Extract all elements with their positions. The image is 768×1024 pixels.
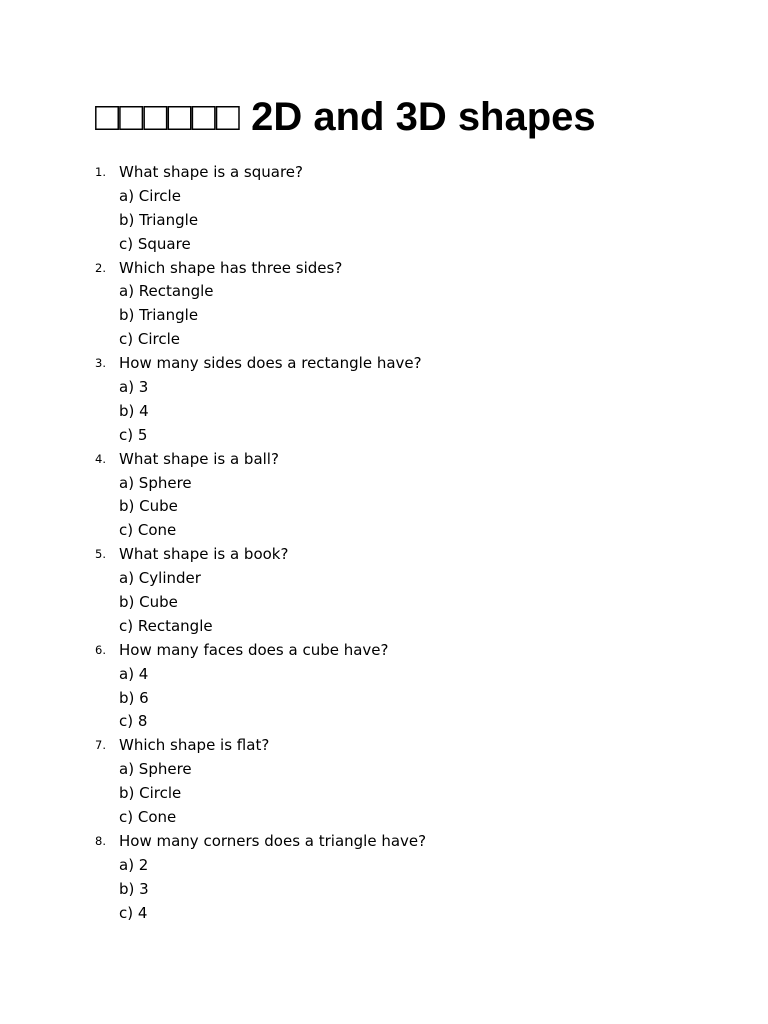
question-item: [95, 830, 427, 926]
question-row: [95, 448, 279, 472]
question-number: 5.: [95, 547, 106, 562]
question-number: 1.: [95, 165, 106, 179]
question-item: [95, 257, 343, 353]
answer-option: a) 3: [119, 378, 149, 397]
answer-options: [95, 376, 214, 448]
answer-option: c) Square: [119, 234, 191, 253]
answer-option: a) 2: [119, 855, 149, 874]
question-item: [95, 734, 270, 830]
question-text: Which shape is flat?: [119, 736, 270, 755]
question-item: [95, 448, 279, 544]
question-row: [95, 830, 427, 854]
answer-option: a) Circle: [119, 186, 181, 205]
answer-option: c) Circle: [119, 330, 180, 349]
answer-option: c) 4: [119, 903, 148, 922]
question-text: What shape is a square?: [119, 163, 303, 181]
question-text: What shape is a book?: [119, 545, 289, 564]
answer-option: b) Circle: [119, 784, 182, 803]
question-text: How many faces does a cube have?: [119, 640, 389, 659]
answer-options: [95, 185, 214, 257]
question-row: [95, 543, 289, 567]
answer-option: b) 6: [119, 688, 149, 707]
answer-option: c) 5: [119, 425, 148, 444]
answer-option: b) 3: [119, 879, 149, 898]
answer-option: a) Sphere: [119, 760, 192, 779]
answer-option: a) Rectangle: [119, 282, 214, 301]
answer-options: [95, 567, 214, 639]
question-row: [95, 352, 422, 376]
question-row: [95, 734, 270, 758]
question-text: How many corners does a triangle have?: [119, 831, 427, 850]
answer-option: a) Cylinder: [119, 569, 201, 588]
question-number: 4.: [95, 451, 106, 466]
question-number: 2.: [95, 260, 106, 275]
answer-option: a) Sphere: [119, 473, 192, 492]
question-list: [95, 161, 427, 926]
answer-option: c) Cone: [119, 808, 177, 827]
answer-options: [95, 472, 214, 544]
answer-options: [95, 854, 214, 926]
question-item: [95, 543, 289, 639]
answer-option: b) Triangle: [119, 306, 199, 325]
answer-option: b) Cube: [119, 593, 178, 612]
answer-options: [95, 663, 214, 735]
question-row: [95, 257, 343, 281]
answer-option: b) Triangle: [119, 210, 199, 229]
question-number: 8.: [95, 833, 106, 848]
answer-option: c) 8: [119, 712, 148, 731]
question-number: 7.: [95, 738, 106, 753]
answer-option: b) 4: [119, 401, 149, 420]
question-row: [95, 639, 389, 663]
question-text: How many sides does a rectangle have?: [119, 354, 422, 373]
question-text: What shape is a ball?: [119, 449, 279, 468]
question-item: [95, 639, 389, 735]
question-item: [95, 161, 303, 257]
page-title: [95, 93, 596, 141]
question-number: 3.: [95, 356, 106, 371]
answer-option: b) Cube: [119, 497, 178, 516]
title-text: 2D and 3D shapes: [251, 95, 596, 139]
question-item: [95, 352, 422, 448]
answer-option: c) Cone: [119, 521, 177, 540]
question-text: Which shape has three sides?: [119, 258, 343, 277]
answer-options: [95, 758, 214, 830]
question-number: 6.: [95, 642, 106, 657]
question-row: [95, 161, 303, 185]
answer-option: a) 4: [119, 664, 149, 683]
answer-option: c) Rectangle: [119, 616, 213, 635]
answer-options: [95, 280, 214, 352]
title-prefix: □□□□□□: [95, 95, 240, 139]
